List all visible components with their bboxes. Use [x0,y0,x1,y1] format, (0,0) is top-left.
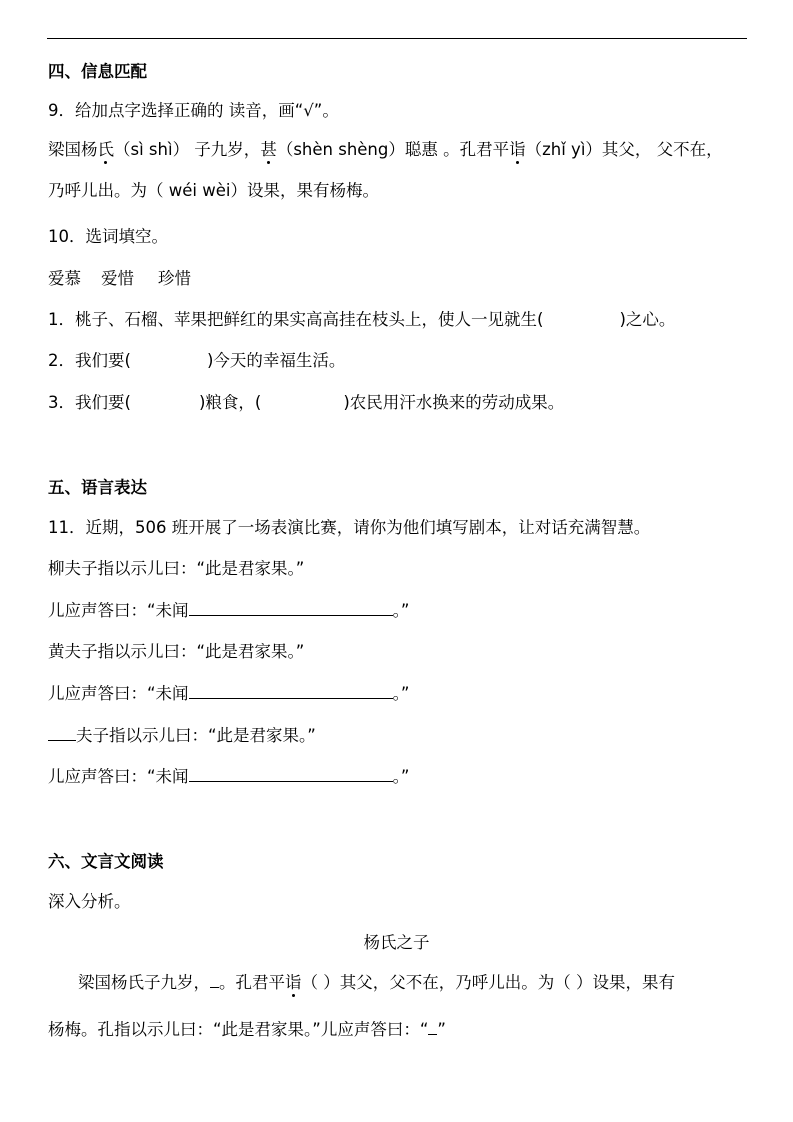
q9-line1 [48,139,723,161]
q9-line2: 乃呼儿出。为（ wéi wèi）设果，果有杨梅。 [48,181,379,200]
answer-line-1 [48,599,409,622]
q10-s2-text-b: )今天的幸福生活。 [206,351,346,370]
answer-line-2 [48,682,409,705]
answer-blank-3[interactable] [189,765,393,782]
word-option-3: 珍惜 [158,269,191,288]
word-option-2: 爱惜 [101,269,134,288]
q10-word-bank [48,268,191,290]
q10-s2-text-a: 2．我们要( [48,351,131,370]
passage-1-text-c: （ ）其父，父不在，乃呼儿出。为（ ）设果，果有 [301,973,675,992]
q10-s1-text-b: )之心。 [619,310,676,329]
section4-heading: 四、信息匹配 [48,62,147,81]
q10-s3-text-c: )农民用汗水换来的劳动成果。 [343,393,565,412]
q10-s1-text-a: 1．桃子、石榴、苹果把鲜红的果实高高挂在枝头上，使人一见就生( [48,310,544,329]
q9-text-d: （zhǐ yì）其父， 父不在， [525,140,723,159]
q9-dotted-char-2: 甚 [260,140,277,159]
word-option-1: 爱慕 [48,269,81,288]
answer-3-text-b: 。” [392,767,410,786]
dialogue-line-3 [48,724,316,747]
top-divider [47,38,747,39]
dialogue-3-text: 夫子指以示儿曰：“此是君家果。” [76,726,316,745]
answer-3-text-a: 儿应声答曰：“未闻 [48,767,189,786]
q9-text-c: （shèn shèng）聪惠 。孔君平 [276,140,510,159]
q9-dotted-char-3: 诣 [509,140,526,159]
passage-1-text-a: 梁国杨氏子九岁， [78,973,210,992]
passage-line-2 [48,1018,446,1041]
answer-1-text-b: 。” [392,601,410,620]
q10-s3-text-a: 3．我们要( [48,393,131,412]
q10-sentence-1 [48,309,675,331]
q9-prompt: 9．给加点字选择正确的 读音，画“√”。 [48,101,339,120]
answer-2-text-a: 儿应声答曰：“未闻 [48,684,189,703]
passage-title: 杨氏之子 [363,933,430,952]
dialogue-line-2: 黄夫子指以示儿曰：“此是君家果。” [48,642,305,661]
q10-s3-text-b: )粮食，( [198,393,262,412]
answer-line-3 [48,765,409,788]
answer-blank-1[interactable] [189,599,393,616]
passage-2-text-b: ” [437,1020,446,1039]
q11-prompt: 11．近期，506 班开展了一场表演比赛，请你为他们填写剧本，让对话充满智慧。 [48,518,651,537]
dialogue-line-1: 柳夫子指以示儿曰：“此是君家果。” [48,559,305,578]
passage-dotted-char: 诣 [285,973,302,992]
q10-prompt: 10．选词填空。 [48,227,168,246]
answer-2-text-b: 。” [392,684,410,703]
q9-text-a: 梁国杨 [48,140,98,159]
passage-2-text-a: 杨梅。孔指以示儿曰：“此是君家果。”儿应声答曰：“ [48,1020,429,1039]
q9-text-b: （sì shì） 子九岁， [114,140,261,159]
section6-heading: 六、文言文阅读 [48,852,164,871]
passage-1-text-b: 。孔君平 [219,973,285,992]
answer-1-text-a: 儿应声答曰：“未闻 [48,601,189,620]
q10-sentence-3 [48,392,564,414]
passage-blank-1[interactable] [210,971,219,988]
name-blank[interactable] [48,724,76,741]
answer-blank-2[interactable] [189,682,393,699]
q10-sentence-2 [48,350,345,372]
q9-dotted-char-1: 氏 [97,140,114,159]
passage-line-1 [78,971,675,994]
section6-prompt: 深入分析。 [48,892,131,911]
section5-heading: 五、语言表达 [48,478,147,497]
